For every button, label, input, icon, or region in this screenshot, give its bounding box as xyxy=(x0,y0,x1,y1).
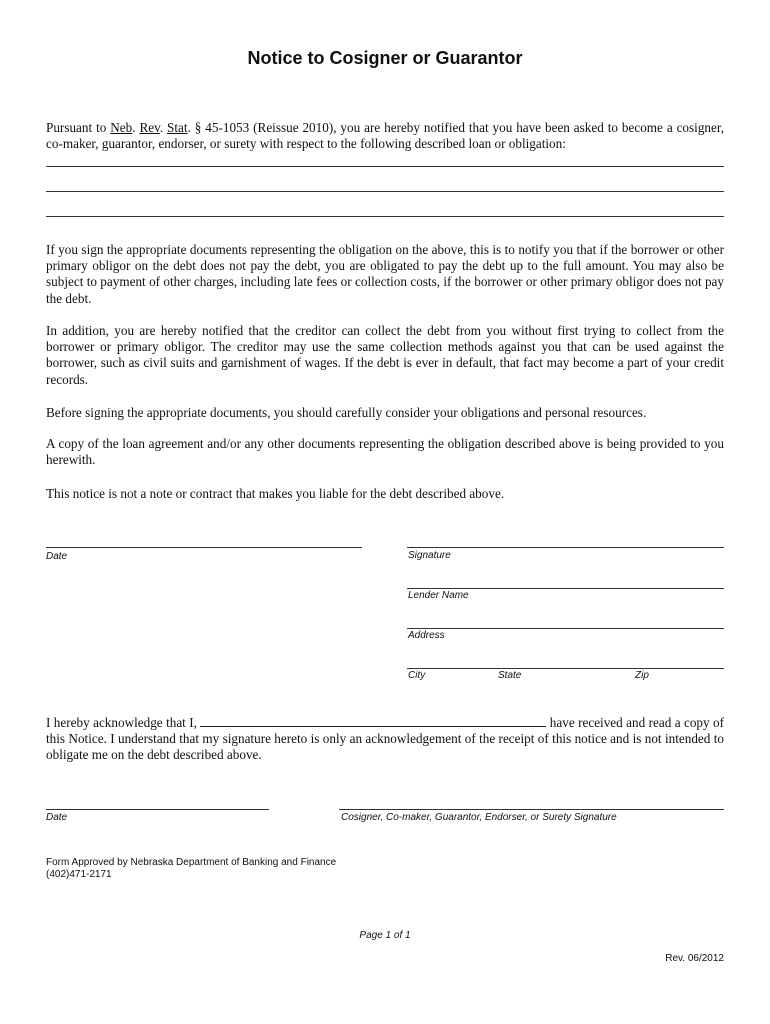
address-label: Address xyxy=(408,630,445,641)
acknowledgement-text-rest: have received and read a copy of this Notice. I understand that my signature hereto is only an acknowledgement of the receipt of this notice and is not intended to obligate me on the debt described above. xyxy=(46,715,725,763)
page-number: Page 1 of 1 xyxy=(359,930,411,941)
date-label: Date xyxy=(46,551,68,562)
revision-date: Rev. 06/2012 xyxy=(665,953,724,964)
cosigner-signature-label: Cosigner, Co-maker, Guarantor, Endorser, or Surety Signature xyxy=(341,812,617,823)
notice-paragraph: This notice is not a note or contract that makes you liable for the debt described above. xyxy=(46,486,505,501)
acknowledgement-text-start: I hereby acknowledge that I, xyxy=(46,715,197,730)
consider-paragraph: Before signing the appropriate documents, you should carefully consider your obligations and personal resources. xyxy=(46,405,647,420)
cosigner-date-line[interactable] xyxy=(46,809,269,810)
phone-number: (402)471-2171 xyxy=(46,869,112,880)
obligation-paragraph: If you sign the appropriate documents representing the obligation on the above, this is to notify you that if the borrower or other primary obligor on the debt does not pay the debt, you are obligated to pay the debt up to the full amount. You may also be subject to payment of other charges, including late fees or collection costs, if the borrower or other primary obligor does not pay the debt. xyxy=(46,242,724,306)
signature-line[interactable] xyxy=(407,547,724,548)
obligation-line-3[interactable] xyxy=(46,216,724,217)
lender-name-line[interactable] xyxy=(407,588,724,589)
acknowledgement-paragraph xyxy=(46,715,724,764)
copy-paragraph: A copy of the loan agreement and/or any other documents representing the obligation described above is being provided to you herewith. xyxy=(46,436,724,468)
obligation-line-1[interactable] xyxy=(46,166,724,167)
cosigner-signature-line[interactable] xyxy=(339,809,724,810)
citation-dot-2: . xyxy=(159,120,168,135)
form-approved-text: Form Approved by Nebraska Department of Banking and Finance xyxy=(46,857,337,868)
cosigner-name-blank[interactable] xyxy=(200,715,546,727)
address-line[interactable] xyxy=(407,628,724,629)
lender-name-label: Lender Name xyxy=(408,590,469,601)
citation-neb: Neb xyxy=(110,120,133,135)
signature-label: Signature xyxy=(408,550,451,561)
state-label: State xyxy=(498,670,522,681)
intro-text-start: Pursuant to xyxy=(46,120,111,135)
zip-label: Zip xyxy=(635,670,649,681)
intro-text-rest: . § 45-1053 (Reissue 2010), you are hereby notified that you have been asked to become a cosigner, co-maker, guarantor, endorser, or surety with respect to the following described loan or obligation: xyxy=(46,120,725,152)
citation-rev: Rev xyxy=(139,120,160,135)
intro-paragraph xyxy=(46,120,724,152)
page-title: Notice to Cosigner or Guarantor xyxy=(247,48,523,68)
city-state-zip-line[interactable] xyxy=(407,668,724,669)
citation-dot-1: . xyxy=(132,120,140,135)
citation-stat: Stat xyxy=(167,120,188,135)
obligation-line-2[interactable] xyxy=(46,191,724,192)
date-line[interactable] xyxy=(46,547,362,548)
city-label: City xyxy=(408,670,426,681)
collection-paragraph: In addition, you are hereby notified that the creditor can collect the debt from you without first trying to collect from the borrower or primary obligor. The creditor may use the same collection methods against you that can be used against the borrower, such as civil suits and garnishment of wages. If the debt is ever in default, that fact may become a part of your credit records. xyxy=(46,323,724,387)
cosigner-date-label: Date xyxy=(46,812,68,823)
